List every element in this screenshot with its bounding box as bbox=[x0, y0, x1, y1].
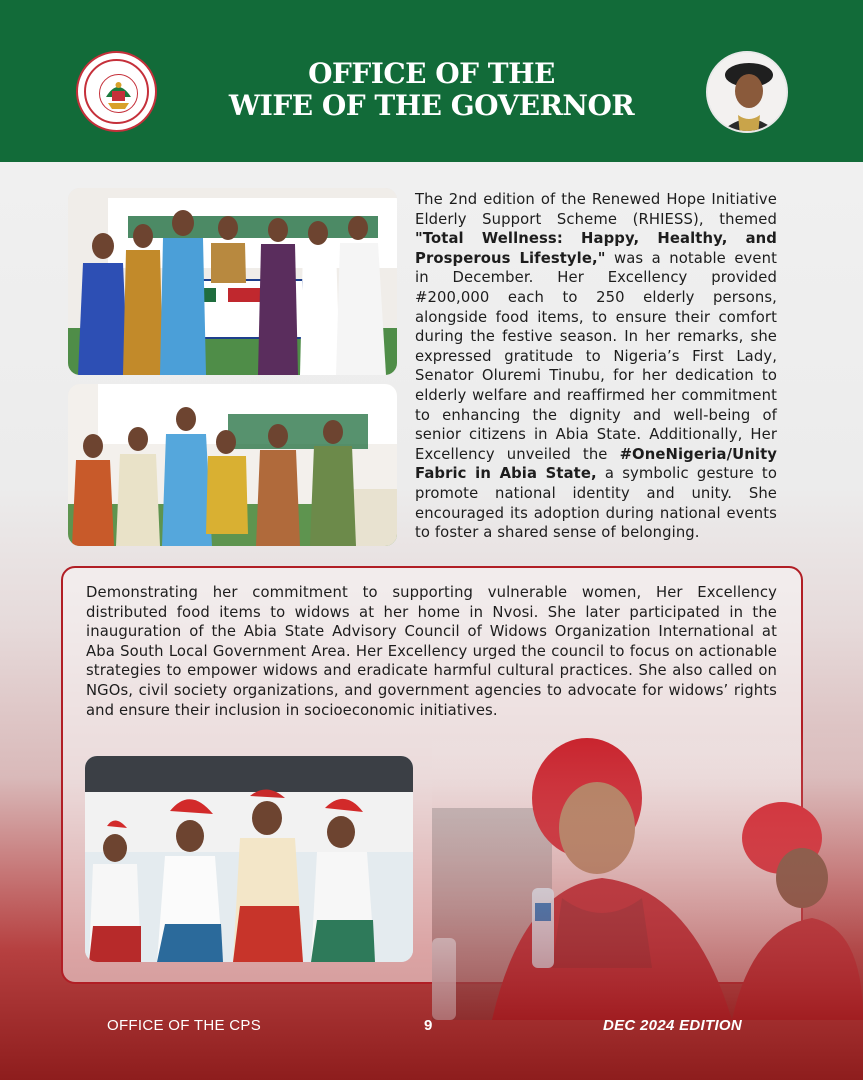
unity-fabric-text: #OneNigeria/Unity Fabric in Abia State, bbox=[415, 445, 777, 483]
widows-group-photo-icon bbox=[85, 756, 413, 962]
rhiess-end-text: a symbolic gesture to promote national identity and unity. She encouraged its adoption during national events to foster a shared sense of belonging. bbox=[415, 465, 777, 542]
rhiess-food-items-photo-icon bbox=[68, 384, 397, 546]
portrait-icon bbox=[706, 51, 788, 133]
page-number: 9 bbox=[424, 1017, 433, 1034]
page-header bbox=[0, 0, 863, 162]
footer-edition-label: DEC 2024 EDITION bbox=[603, 1017, 743, 1034]
page-title bbox=[200, 58, 663, 122]
her-excellency-photo-icon bbox=[432, 728, 863, 1020]
widows-paragraph: Demonstrating her commitment to supporting vulnerable women, Her Excellency distributed food items to widows at her home in Nvosi. She later participated in the inauguration of the Abia State Advisory Council of Widows Organization International at Aba South Local Government Area. Her Excellency urged the council to focus on actionable strategies to empower widows and eradicate harmful cultural practices. She also called on NGOs, civil society organizations, and government agencies to advocate for widows’ rights and ensure their inclusion in socioeconomic initiatives. bbox=[86, 584, 777, 719]
rhiess-intro-text: The 2nd edition of the Renewed Hope Initiative Elderly Support Scheme (RHIESS), themed bbox=[415, 191, 777, 228]
title-line-2: WIFE OF THE GOVERNOR bbox=[228, 89, 635, 122]
footer-office-label: OFFICE OF THE CPS bbox=[107, 1017, 262, 1034]
rhiess-theme-text: "Total Wellness: Happy, Healthy, and Prosperous Lifestyle," bbox=[415, 230, 777, 267]
rhiess-event-photo-icon bbox=[68, 188, 397, 375]
rhiess-paragraph bbox=[415, 190, 777, 543]
rhiess-mid-text: was a notable event in December. Her Excellency provided #200,000 each to 250 elderly persons, alongside food items, to ensure their comfort during the festive season. In her remarks, she expressed gratitude to Nigeria’s First Lady, Senator Oluremi Tinubu, for her dedication to elderly welfare and reaffirmed her commitment to enhancing the dignity and well-being of senior citizens in Abia State. Additionally, Her Excellency unveiled the bbox=[415, 249, 778, 463]
abia-seal-icon bbox=[76, 51, 157, 132]
title-line-1: OFFICE OF THE bbox=[308, 57, 555, 90]
